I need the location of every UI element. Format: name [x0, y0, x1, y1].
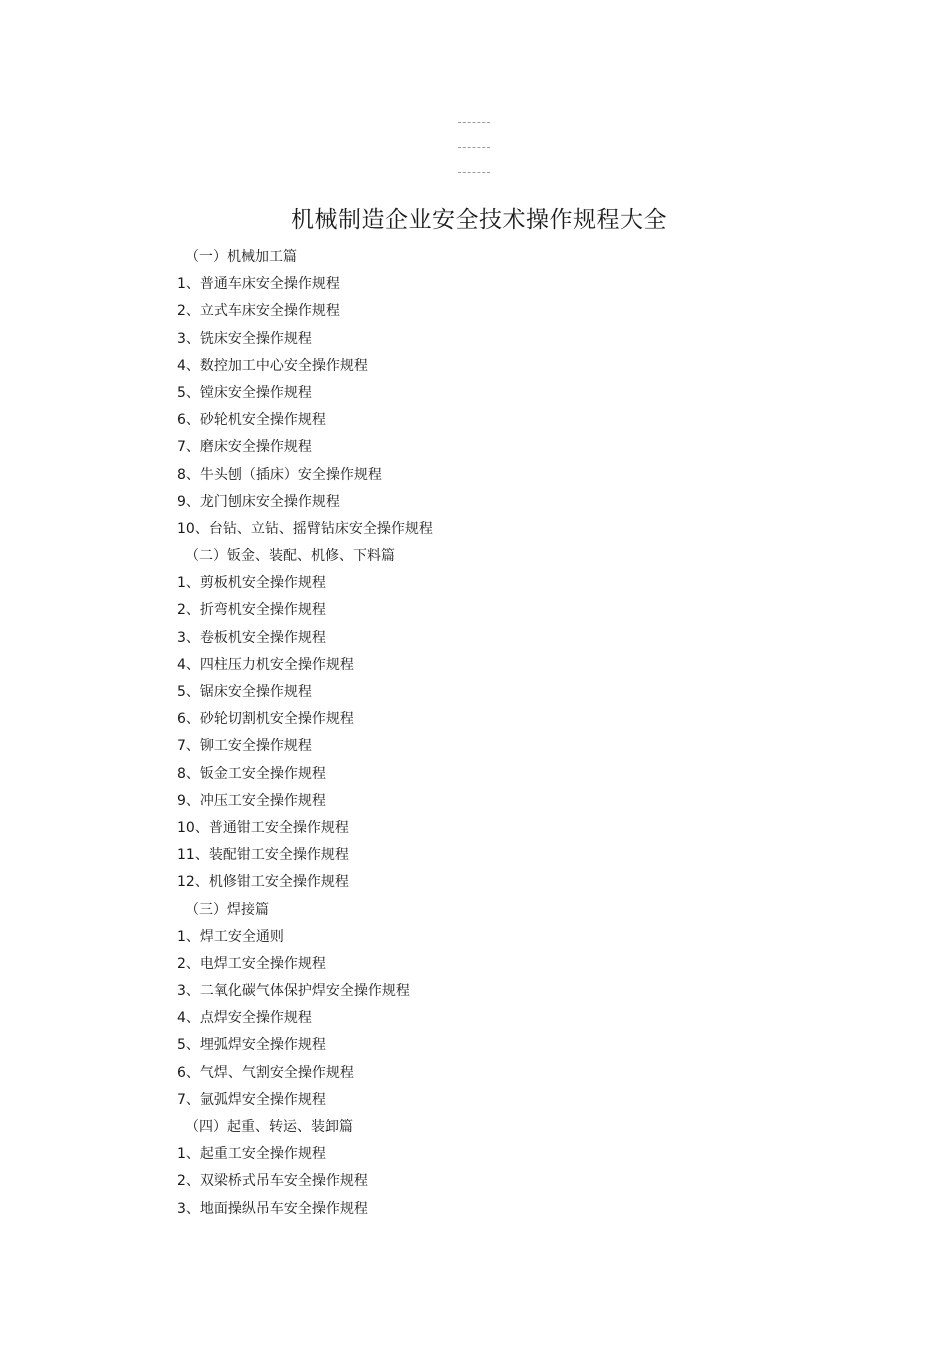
list-item: 1、起重工安全操作规程	[177, 1146, 326, 1163]
list-item: 10、普通钳工安全操作规程	[177, 819, 349, 836]
list-item: 10、台钻、立钻、摇臂钻床安全操作规程	[177, 520, 433, 537]
list-item: 1、普通车床安全操作规程	[177, 276, 340, 293]
list-item: 6、砂轮切割机安全操作规程	[177, 711, 354, 728]
list-item: 2、双梁桥式吊车安全操作规程	[177, 1173, 368, 1190]
list-item: 6、气焊、气割安全操作规程	[177, 1064, 354, 1081]
list-item: 1、剪板机安全操作规程	[177, 575, 326, 592]
document-title: 机械制造企业安全技术操作规程大全	[291, 207, 667, 233]
list-item: 8、牛头刨（插床）安全操作规程	[177, 466, 382, 483]
list-item: 5、锯床安全操作规程	[177, 684, 312, 700]
list-item: 5、埋弧焊安全操作规程	[177, 1037, 326, 1054]
header-marks	[458, 122, 492, 197]
list-item: 12、机修钳工安全操作规程	[177, 874, 349, 891]
list-item: 6、砂轮机安全操作规程	[177, 412, 326, 429]
list-item: 9、龙门刨床安全操作规程	[177, 493, 340, 510]
list-item: 3、卷板机安全操作规程	[177, 629, 326, 646]
list-item: 3、二氧化碳气体保护焊安全操作规程	[177, 983, 410, 1000]
list-item: 1、焊工安全通则	[177, 928, 284, 945]
list-item: 5、镗床安全操作规程	[177, 384, 312, 401]
header-mark	[458, 147, 490, 148]
header-mark	[458, 122, 490, 123]
section-heading: （一）机械加工篇	[185, 249, 297, 265]
list-item: 2、立式车床安全操作规程	[177, 303, 340, 320]
list-item: 4、数控加工中心安全操作规程	[177, 357, 368, 374]
list-item: 2、电焊工安全操作规程	[177, 955, 326, 972]
section-heading: （三）焊接篇	[185, 901, 269, 918]
list-item: 2、折弯机安全操作规程	[177, 602, 326, 619]
list-item: 4、点焊安全操作规程	[177, 1010, 312, 1027]
list-item: 11、装配钳工安全操作规程	[177, 847, 349, 864]
header-mark	[458, 172, 490, 173]
section-heading: （四）起重、转运、装卸篇	[185, 1119, 353, 1135]
list-item: 3、地面操纵吊车安全操作规程	[177, 1200, 368, 1217]
table-of-contents	[177, 244, 777, 1223]
list-item: 9、冲压工安全操作规程	[177, 792, 326, 809]
list-item: 3、铣床安全操作规程	[177, 330, 312, 347]
list-item: 8、钣金工安全操作规程	[177, 765, 326, 782]
list-item: 4、四柱压力机安全操作规程	[177, 656, 354, 673]
list-item: 7、氩弧焊安全操作规程	[177, 1091, 326, 1108]
list-item: 7、磨床安全操作规程	[177, 439, 312, 456]
list-item: 7、铆工安全操作规程	[177, 738, 312, 755]
section-heading: （二）钣金、装配、机修、下料篇	[185, 548, 395, 565]
